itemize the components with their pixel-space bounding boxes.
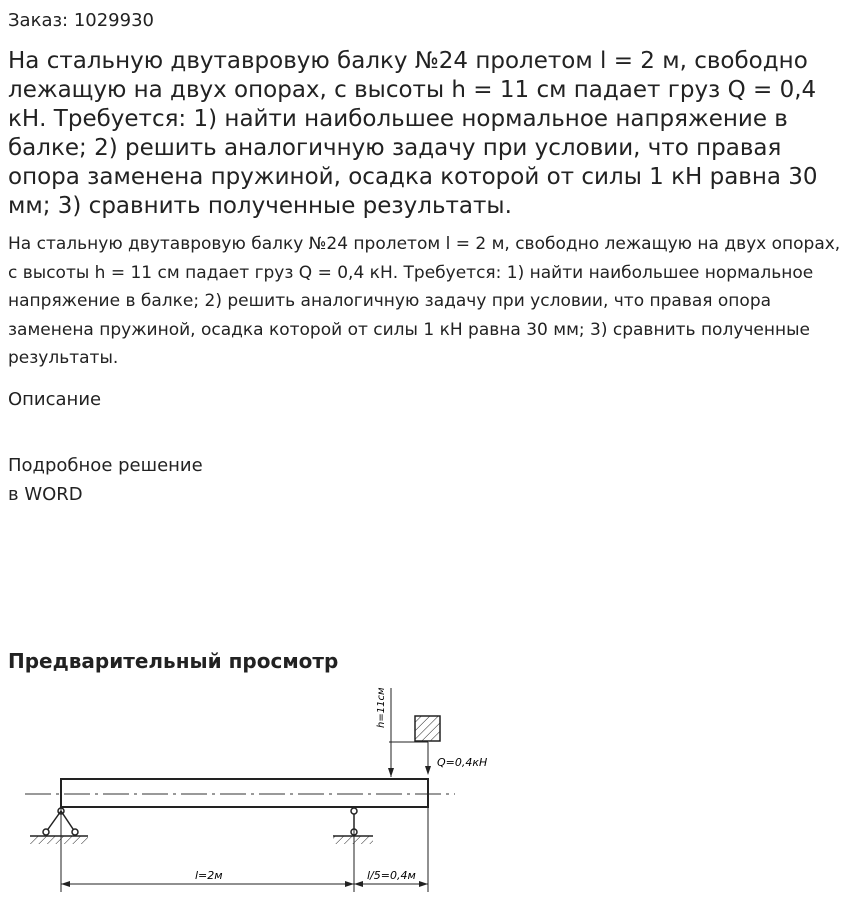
- overhang-label: l/5=0,4м: [367, 869, 416, 882]
- beam: [61, 779, 428, 807]
- solution-line-2: в WORD: [8, 484, 83, 505]
- height-label: h=11см: [376, 687, 387, 728]
- solution-info: [8, 451, 203, 509]
- problem-description: На стальную двутавровую балку №24 пролетом l = 2 м, свободно лежащую на двух опорах, с высоты h = 11 см падает груз Q = 0,4 кН. Требуется: 1) найти наибольшее нормальное напряжение в балке; 2) решить аналогичную задачу при условии, что правая опора заменена пружиной, осадка которой от силы 1 кН равна 30 мм; 3) сравнить полученные результаты.: [8, 234, 841, 368]
- beam-drawing: [0, 680, 847, 902]
- load-box: [415, 716, 440, 741]
- right-support: [333, 808, 373, 844]
- solution-line-1: Подробное решение: [8, 455, 203, 476]
- description-label: Описание: [8, 389, 102, 410]
- problem-heading: На стальную двутавровую балку №24 пролетом l = 2 м, свободно лежащую на двух опорах, с высоты h = 11 см падает груз Q = 0,4 кН. Требуется: 1) найти наибольшее нормальное напряжение в балке; 2) решить аналогичную задачу при условии, что правая опора заменена пружиной, осадка которой от силы 1 кН равна 30 мм; 3) сравнить полученные результаты.: [8, 48, 818, 219]
- span-label: l=2м: [195, 869, 223, 882]
- left-support: [30, 808, 88, 844]
- order-number: Заказ: 1029930: [8, 10, 154, 31]
- load-label: Q=0,4кН: [437, 756, 488, 769]
- preview-title: Предварительный просмотр: [8, 649, 339, 673]
- load-arrow: [425, 742, 431, 775]
